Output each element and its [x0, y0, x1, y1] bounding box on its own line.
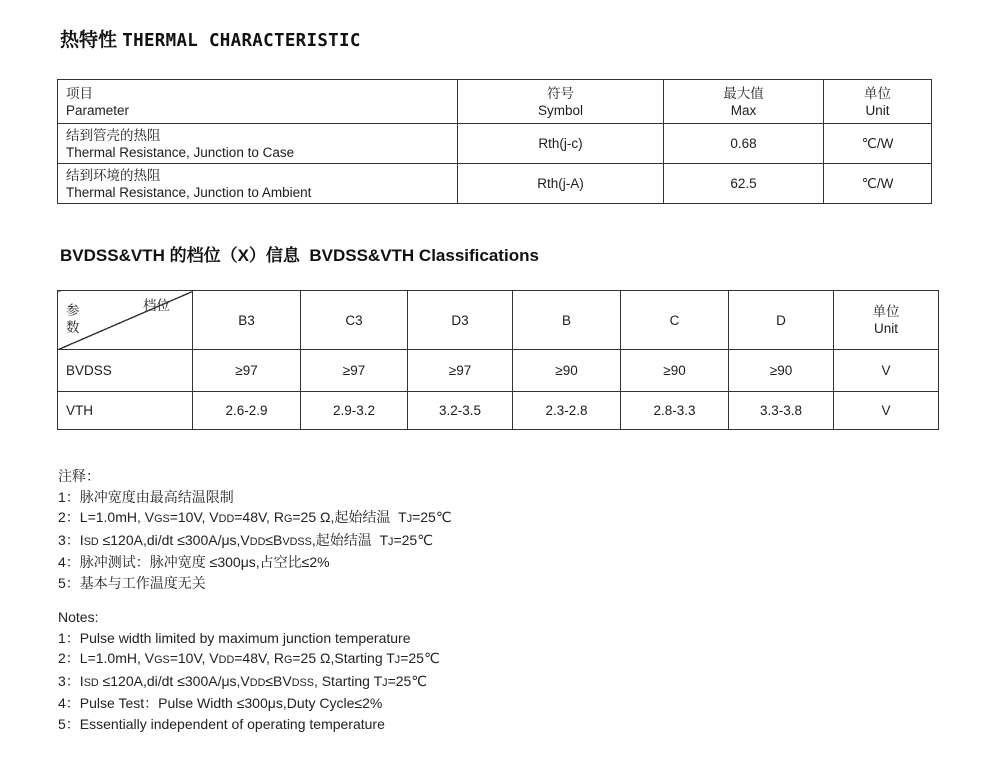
header-unit — [824, 80, 932, 124]
thermal-table-header-row — [58, 80, 932, 124]
table-row — [58, 350, 939, 392]
value-cell: 2.9-3.2 — [301, 392, 408, 430]
notes-en-heading: Notes: — [58, 609, 99, 625]
header-parameter-cn: 项目 — [66, 85, 93, 101]
col-header-b3: B3 — [193, 291, 301, 350]
value-cell: ≥90 — [729, 350, 834, 392]
thermal-characteristics-table — [57, 79, 932, 204]
table-row — [58, 164, 932, 204]
col-header-c: C — [621, 291, 729, 350]
header-max-en: Max — [730, 102, 757, 118]
param-cn: 结到管壳的热阻 — [66, 127, 161, 143]
unit-cell: V — [834, 392, 939, 430]
symbol-cell: Rth(j-c) — [458, 124, 664, 164]
header-unit-en: Unit — [865, 102, 890, 118]
col-header-c3: C3 — [301, 291, 408, 350]
notes-chinese — [58, 466, 452, 593]
header-symbol-en: Symbol — [537, 102, 583, 118]
row-name: VTH — [58, 392, 193, 430]
note-item: 4：Pulse Test：Pulse Width ≤300μs,Duty Cycle≤2% — [58, 695, 383, 711]
col-header-unit-en: Unit — [873, 321, 898, 336]
param-en: Thermal Resistance, Junction to Ambient — [66, 184, 312, 200]
value-cell: 2.8-3.3 — [621, 392, 729, 430]
col-header-b: B — [513, 291, 621, 350]
note-item: 2：L=1.0mH, VGS=10V, VDD=48V, RG=25 Ω,起始结温 TJ=25℃ — [58, 509, 452, 525]
value-cell: 3.2-3.5 — [408, 392, 513, 430]
value-cell: ≥90 — [621, 350, 729, 392]
note-item: 5：基本与工作温度无关 — [58, 574, 206, 591]
note-item: 1：脉冲宽度由最高结温限制 — [58, 488, 234, 505]
unit-cell: V — [834, 350, 939, 392]
value-cell: 2.6-2.9 — [193, 392, 301, 430]
param-en: Thermal Resistance, Junction to Case — [66, 144, 295, 160]
value-cell: ≥97 — [408, 350, 513, 392]
table-row — [58, 392, 939, 430]
col-header-d: D — [729, 291, 834, 350]
value-cell: ≥97 — [193, 350, 301, 392]
section-title-thermal — [60, 25, 361, 52]
header-max-cn: 最大值 — [723, 85, 764, 101]
classifications-table — [57, 290, 939, 430]
diagonal-corner-cell — [58, 291, 193, 350]
col-header-d3: D3 — [408, 291, 513, 350]
header-max — [664, 80, 824, 124]
note-item: 3：ISD ≤120A,di/dt ≤300A/μs,VDD≤BVDSS, Starting TJ=25℃ — [58, 672, 428, 689]
thermal-title-cn: 热特性 — [60, 30, 123, 51]
param-cn: 结到环境的热阻 — [66, 167, 161, 183]
note-item: 1：Pulse width limited by maximum junction temperature — [58, 629, 411, 646]
header-symbol — [458, 80, 664, 124]
value-cell: 3.3-3.8 — [729, 392, 834, 430]
unit-cell: ℃/W — [824, 124, 932, 164]
max-cell: 62.5 — [664, 164, 824, 204]
section-title-classifications: BVDSS&VTH 的档位（X）信息 BVDSS&VTH Classifications — [60, 246, 539, 265]
notes-english — [58, 607, 440, 734]
value-cell: ≥90 — [513, 350, 621, 392]
corner-label-parameter: 参数 — [66, 303, 80, 335]
col-header-unit — [834, 291, 939, 350]
note-item: 4：脉冲测试：脉冲宽度 ≤300μs,占空比≤2% — [58, 554, 330, 570]
corner-label-grade: 档位 — [143, 298, 170, 313]
note-item: 3：ISD ≤120A,di/dt ≤300A/μs,VDD≤BVDSS,起始结温 TJ=25℃ — [58, 531, 433, 548]
header-symbol-cn: 符号 — [547, 85, 574, 101]
value-cell: ≥97 — [301, 350, 408, 392]
header-unit-cn: 单位 — [864, 85, 891, 101]
col-header-unit-cn: 单位 — [872, 304, 900, 319]
value-cell: 2.3-2.8 — [513, 392, 621, 430]
note-item: 2：L=1.0mH, VGS=10V, VDD=48V, RG=25 Ω,Starting TJ=25℃ — [58, 650, 440, 666]
header-parameter-en: Parameter — [66, 102, 130, 118]
table-row — [58, 124, 932, 164]
symbol-cell: Rth(j-A) — [458, 164, 664, 204]
note-item: 5：Essentially independent of operating temperature — [58, 715, 385, 732]
unit-cell: ℃/W — [824, 164, 932, 204]
row-name: BVDSS — [58, 350, 193, 392]
notes-cn-heading: 注释： — [58, 468, 100, 484]
max-cell: 0.68 — [664, 124, 824, 164]
param-cell — [58, 124, 458, 164]
classifications-header-row — [58, 291, 939, 350]
header-parameter — [58, 80, 458, 124]
thermal-title-en: THERMAL CHARACTERISTIC — [122, 31, 361, 51]
param-cell — [58, 164, 458, 204]
